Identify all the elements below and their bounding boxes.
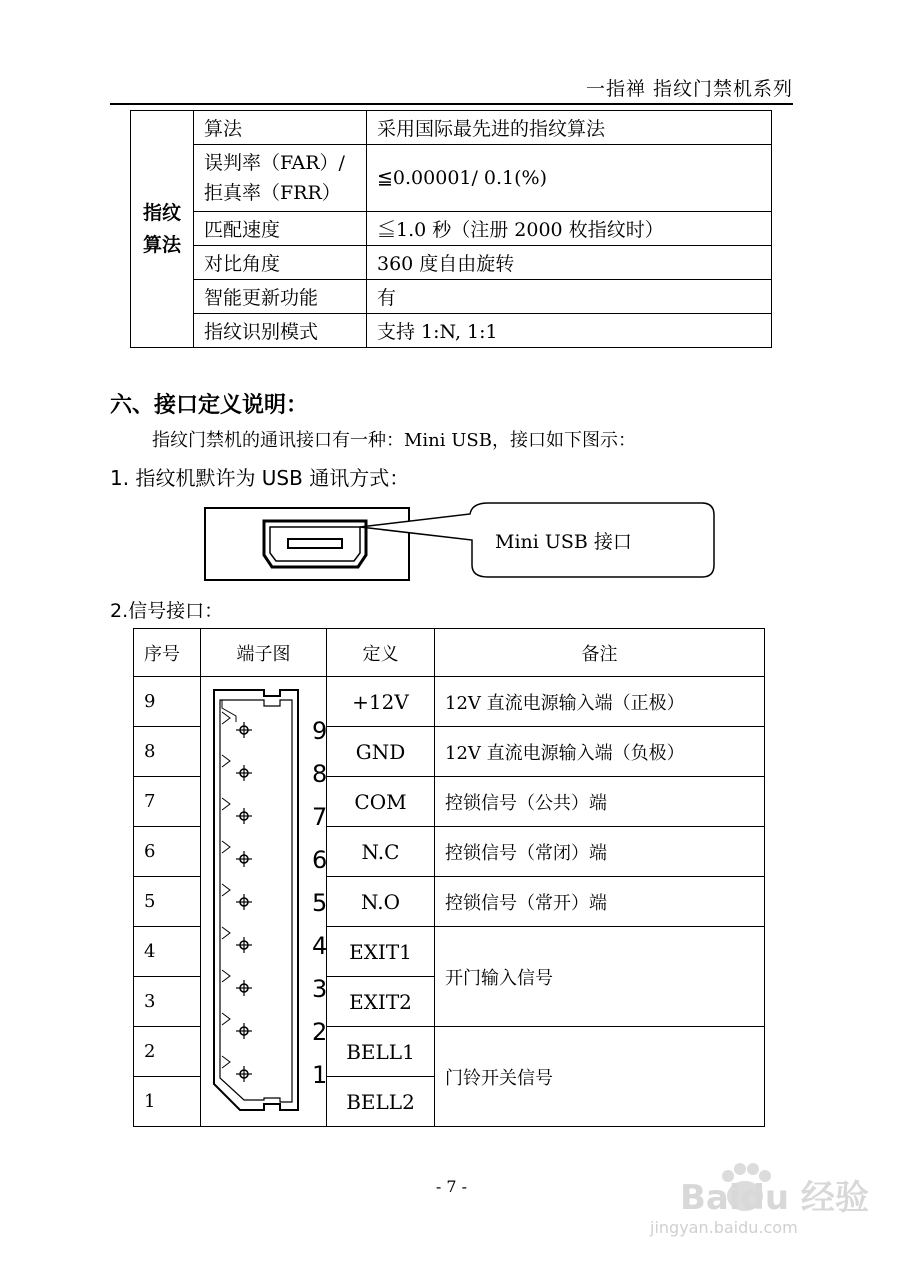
header-num: 序号 — [134, 629, 201, 677]
pin-number: 7 — [134, 777, 201, 827]
pin-labels — [312, 717, 327, 1089]
pin-number: 5 — [134, 877, 201, 927]
pin-number: 1 — [134, 1077, 201, 1127]
header-rule — [110, 103, 793, 105]
pin-note: 控锁信号（常开）端 — [435, 877, 765, 927]
pin-contact-icon — [222, 884, 252, 910]
spec-category-line2: 算法 — [142, 234, 181, 256]
pin-contact-icon — [222, 1056, 252, 1082]
pin-label: 9 — [312, 717, 328, 745]
terminal-connector-icon — [200, 678, 347, 1128]
pin-label: 3 — [312, 975, 328, 1003]
pin-contact-icon — [222, 798, 252, 824]
spec-label: 对比角度 — [194, 246, 367, 280]
pin-label: 1 — [312, 1061, 328, 1089]
usb-subsection-title: 1. 指纹机默许为 USB 通讯方式： — [110, 466, 410, 490]
pin-definition: GND — [327, 727, 435, 777]
pin-note: 12V 直流电源输入端（负极） — [435, 727, 765, 777]
usb-callout-label: Mini USB 接口 — [495, 531, 632, 553]
pin-definition: N.O — [327, 877, 435, 927]
table-row — [131, 111, 772, 145]
pin-label: 8 — [312, 760, 328, 788]
spec-value: 采用国际最先进的指纹算法 — [367, 111, 772, 145]
header-def: 定义 — [327, 629, 435, 677]
spec-label: 匹配速度 — [194, 212, 367, 246]
pin-definition: BELL1 — [327, 1027, 435, 1077]
pin-definition: BELL2 — [327, 1077, 435, 1127]
page-number: - 7 - — [435, 1177, 468, 1196]
pin-label: 4 — [312, 932, 328, 960]
pin-label: 5 — [312, 889, 328, 917]
section-title: 六、接口定义说明： — [110, 393, 309, 418]
pin-note: 控锁信号（公共）端 — [435, 777, 765, 827]
table-row — [131, 212, 772, 246]
spec-category-line1: 指纹 — [142, 202, 181, 224]
pin-definition: EXIT2 — [327, 977, 435, 1027]
spec-value: ≦1.0 秒（注册 2000 枚指纹时） — [367, 212, 772, 246]
spec-label: 指纹识别模式 — [194, 314, 367, 348]
pin-definition: +12V — [327, 677, 435, 727]
header-pic: 端子图 — [201, 629, 327, 677]
pin-note-bell: 门铃开关信号 — [435, 1027, 765, 1127]
pin-label: 2 — [312, 1018, 328, 1046]
pin-number: 8 — [134, 727, 201, 777]
spec-category — [131, 111, 194, 348]
table-row — [131, 314, 772, 348]
pin-definition: N.C — [327, 827, 435, 877]
pin-number: 9 — [134, 677, 201, 727]
table-header-row — [134, 629, 765, 677]
signal-subsection-title: 2.信号接口： — [110, 600, 224, 622]
pin-contact-icon — [222, 712, 252, 738]
spec-label: 智能更新功能 — [194, 280, 367, 314]
spec-value: ≦0.00001/ 0.1(%) — [367, 145, 772, 212]
header-title: 一指禅 指纹门禁机系列 — [585, 78, 793, 100]
pin-definition: COM — [327, 777, 435, 827]
spec-label-line1: 误判率（FAR）/ — [204, 152, 345, 174]
spec-table — [130, 110, 772, 348]
pin-contact-icon — [222, 841, 252, 867]
pin-contact-icon — [222, 755, 252, 781]
watermark-brand: Baidu 经验 — [680, 1178, 869, 1218]
table-row — [131, 145, 772, 212]
pin-number: 4 — [134, 927, 201, 977]
pin-label: 7 — [312, 803, 328, 831]
spec-label — [194, 145, 367, 212]
pin-number: 2 — [134, 1027, 201, 1077]
table-row — [131, 280, 772, 314]
pin-number: 3 — [134, 977, 201, 1027]
pin-label: 6 — [312, 846, 328, 874]
pin-note-exit: 开门输入信号 — [435, 927, 765, 1027]
spec-value: 360 度自由旋转 — [367, 246, 772, 280]
pin-marks — [222, 712, 252, 1082]
header-note: 备注 — [435, 629, 765, 677]
pin-number: 6 — [134, 827, 201, 877]
pin-note: 12V 直流电源输入端（正极） — [435, 677, 765, 727]
pin-contact-icon — [222, 1013, 252, 1039]
spec-label: 算法 — [194, 111, 367, 145]
pin-contact-icon — [222, 927, 252, 953]
intro-text: 指纹门禁机的通讯接口有一种：Mini USB，接口如下图示： — [152, 430, 636, 451]
pin-definition: EXIT1 — [327, 927, 435, 977]
pin-note: 控锁信号（常闭）端 — [435, 827, 765, 877]
spec-value: 有 — [367, 280, 772, 314]
spec-value: 支持 1:N, 1:1 — [367, 314, 772, 348]
pin-contact-icon — [222, 970, 252, 996]
table-row — [131, 246, 772, 280]
spec-label-line2: 拒真率（FRR） — [204, 182, 341, 204]
watermark-url: jingyan.baidu.com — [650, 1218, 798, 1237]
